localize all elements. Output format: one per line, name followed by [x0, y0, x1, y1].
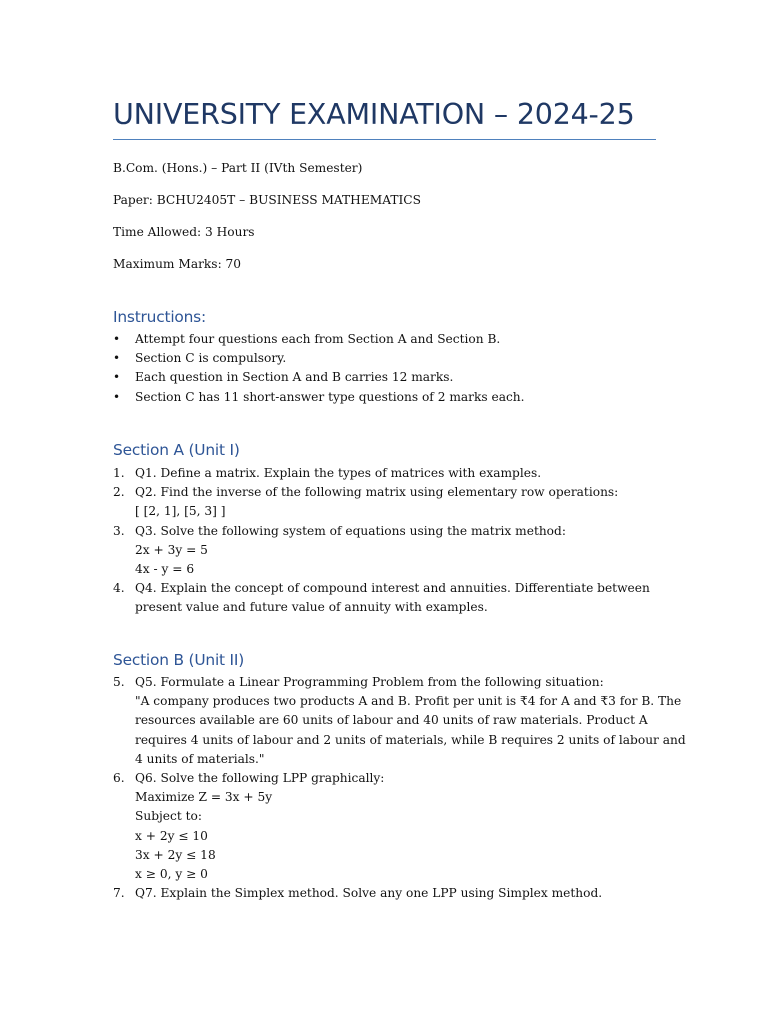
- time-line: Time Allowed: 3 Hours: [113, 225, 255, 239]
- matrix-expression: [ [2, 1], [5, 3] ]: [135, 504, 226, 519]
- problem-statement-line: 4 units of materials.": [135, 751, 265, 766]
- question-text: Q2. Find the inverse of the following matrix using elementary row operations:: [135, 485, 619, 500]
- equation-line: 2x + 3y = 5: [135, 542, 208, 557]
- constraint-line: 3x + 2y ≤ 18: [135, 847, 216, 862]
- problem-statement-line: requires 4 units of labour and 2 units of materials, while B requires 2 units of labour and: [135, 732, 686, 747]
- instruction-item: [113, 349, 656, 368]
- instructions-list: [113, 330, 656, 407]
- instructions-heading: Instructions:: [113, 308, 206, 326]
- instruction-text: Attempt four questions each from Section A and Section B.: [135, 332, 501, 346]
- instruction-item: [113, 368, 656, 387]
- question-item: [113, 579, 656, 617]
- paper-line: Paper: BCHU2405T – BUSINESS MATHEMATICS: [113, 193, 421, 207]
- instruction-text: Section C has 11 short-answer type questions of 2 marks each.: [135, 389, 525, 404]
- question-number: 2.: [113, 485, 125, 500]
- constraint-line: x + 2y ≤ 10: [135, 828, 208, 843]
- constraint-line: x ≥ 0, y ≥ 0: [135, 867, 208, 882]
- question-number: 3.: [113, 523, 125, 538]
- question-item: [113, 769, 656, 884]
- bullet-icon: •: [113, 389, 121, 404]
- section-b-heading: Section B (Unit II): [113, 651, 245, 669]
- instruction-text: Each question in Section A and B carries 12 marks.: [135, 370, 454, 385]
- course-line: B.Com. (Hons.) – Part II (IVth Semester): [113, 161, 363, 175]
- instruction-item: [113, 330, 656, 349]
- question-number: 6.: [113, 771, 125, 786]
- question-number: 5.: [113, 675, 125, 689]
- problem-statement-line: resources available are 60 units of labour and 40 units of raw materials. Product A: [135, 713, 648, 728]
- question-item: [113, 884, 656, 903]
- question-text: Q3. Solve the following system of equations using the matrix method:: [135, 523, 566, 538]
- question-item: [113, 522, 656, 580]
- document-title: UNIVERSITY EXAMINATION – 2024-25: [113, 98, 635, 131]
- instruction-text: Section C is compulsory.: [135, 351, 287, 366]
- section-a-questions: [113, 464, 656, 618]
- title-underline: [113, 139, 656, 140]
- question-item: [113, 673, 686, 769]
- section-a-heading: Section A (Unit I): [113, 441, 240, 459]
- question-item: [113, 464, 656, 483]
- question-text: Q5. Formulate a Linear Programming Problem from the following situation:: [135, 675, 604, 689]
- objective-line: Maximize Z = 3x + 5y: [135, 790, 273, 805]
- instruction-item: [113, 388, 656, 407]
- question-text: Q6. Solve the following LPP graphically:: [135, 771, 385, 786]
- bullet-icon: •: [113, 332, 121, 346]
- question-text: Q4. Explain the concept of compound interest and annuities. Differentiate between: [135, 581, 650, 596]
- section-b-questions: [113, 673, 686, 903]
- bullet-icon: •: [113, 370, 121, 385]
- question-text: Q7. Explain the Simplex method. Solve any one LPP using Simplex method.: [135, 886, 603, 901]
- question-text-continued: present value and future value of annuity with examples.: [135, 600, 488, 615]
- constraint-label: Subject to:: [135, 809, 202, 824]
- question-number: 7.: [113, 886, 125, 901]
- bullet-icon: •: [113, 351, 121, 366]
- question-number: 1.: [113, 466, 125, 480]
- question-text: Q1. Define a matrix. Explain the types of matrices with examples.: [135, 466, 542, 480]
- question-item: [113, 483, 656, 521]
- question-number: 4.: [113, 581, 125, 596]
- marks-line: Maximum Marks: 70: [113, 257, 242, 271]
- equation-line: 4x - y = 6: [135, 562, 195, 577]
- problem-statement-line: "A company produces two products A and B. Profit per unit is ₹4 for A and ₹3 for B. The: [135, 694, 682, 709]
